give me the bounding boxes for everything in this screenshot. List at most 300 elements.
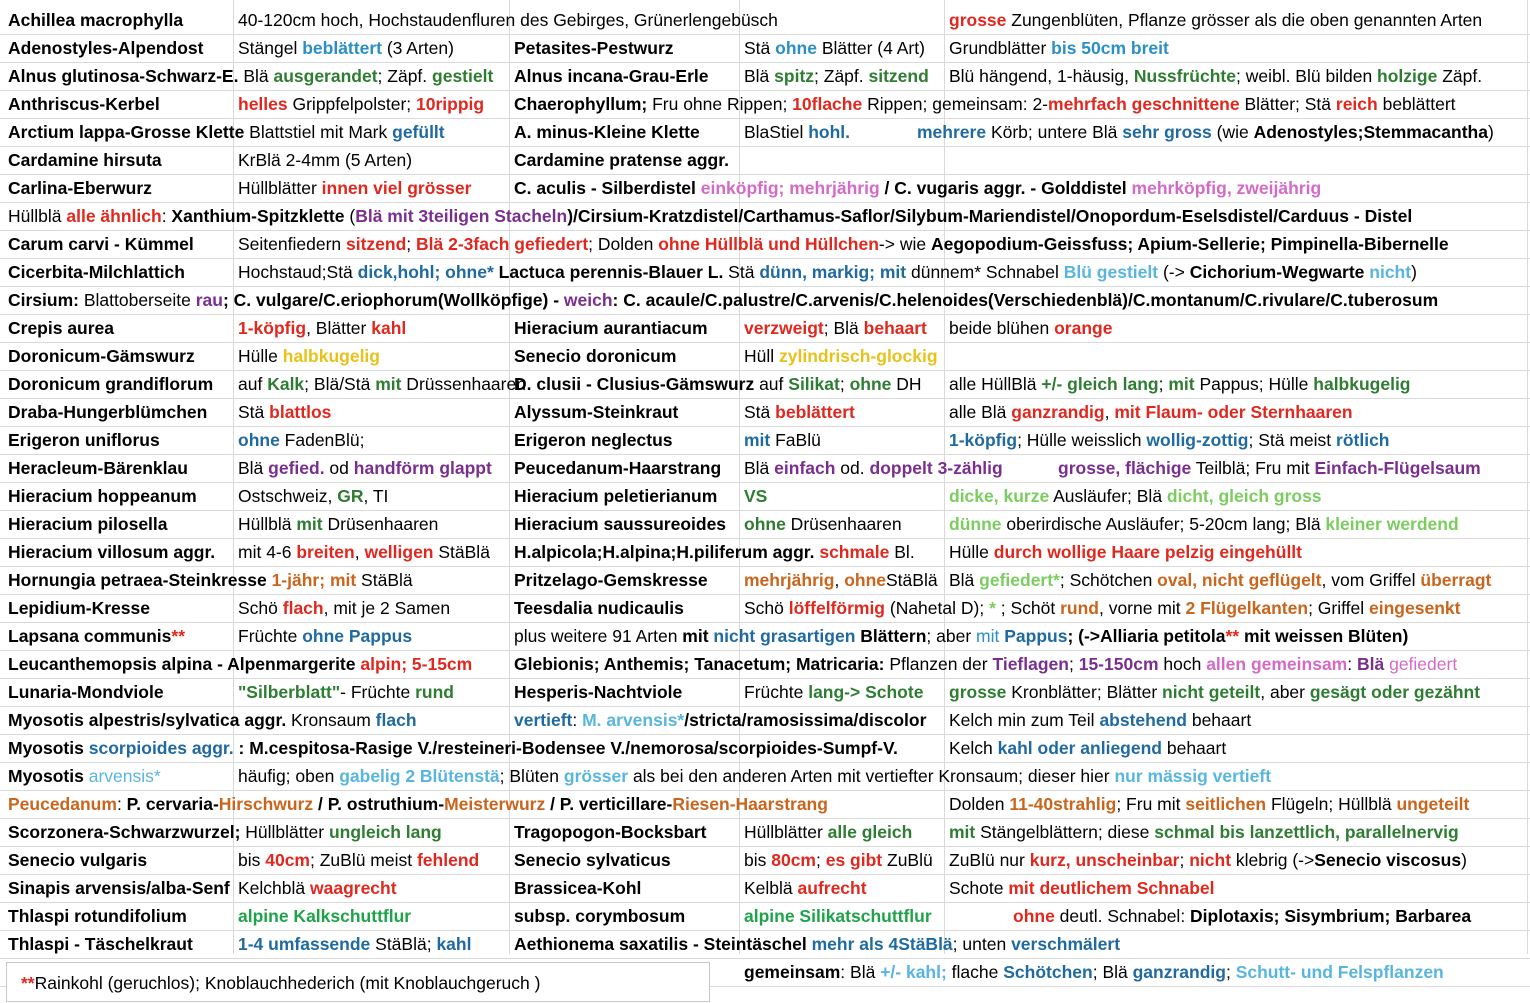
cell-text: StäBlä [356, 570, 413, 590]
cell-text: ; weibl. Blü bilden [1235, 66, 1378, 86]
table-cell[interactable] [514, 342, 739, 370]
cell-text: verschmälert [1011, 934, 1121, 954]
table-cell[interactable] [238, 398, 509, 426]
footnote-textbox[interactable] [6, 962, 710, 1002]
table-cell[interactable] [238, 678, 509, 706]
table-cell[interactable] [8, 482, 233, 510]
cell-text: bis [238, 850, 266, 870]
cell-text: Hüllblätter [238, 178, 322, 198]
cell-text: reich [1335, 94, 1378, 114]
table-cell[interactable] [514, 174, 1321, 202]
table-cell[interactable] [949, 818, 1529, 846]
cell-text: mit [296, 514, 323, 534]
note-text: ** [21, 973, 35, 993]
cell-text: grosse, flächige [1058, 458, 1192, 478]
cell-text: Hieracium hoppeanum [8, 486, 197, 506]
cell-text: , Blätter [306, 318, 372, 338]
cell-text: Crepis aurea [8, 318, 115, 338]
table-cell[interactable] [744, 678, 944, 706]
table-cell[interactable] [238, 258, 1417, 286]
cell-text: flach [282, 598, 324, 618]
cell-text: mit [744, 430, 771, 450]
table-cell[interactable] [514, 146, 739, 174]
cell-text: mit [976, 626, 1000, 646]
cell-text: oberirdische Ausläufer; 5-20cm lang; Blä [1001, 514, 1326, 534]
table-cell[interactable] [8, 202, 1412, 230]
cell-text: Riesen-Haarstrang [672, 794, 828, 814]
cell-text: handförm glappt [353, 458, 492, 478]
cell-text: : [116, 794, 127, 814]
cell-text: Hülle [949, 542, 994, 562]
cell-text: Hüll [744, 346, 780, 366]
cell-text: dicht, gleich gross [1166, 486, 1322, 506]
cell-text: aufrecht [797, 878, 867, 898]
cell-text: Alliaria petitola [1100, 626, 1226, 646]
cell-text: mit [949, 822, 976, 842]
cell-text: Früchte [238, 626, 303, 646]
table-cell[interactable] [744, 398, 944, 426]
table-cell[interactable] [1013, 902, 1528, 930]
table-cell[interactable] [238, 34, 509, 62]
table-cell[interactable] [744, 482, 944, 510]
table-cell[interactable] [514, 398, 739, 426]
table-row [0, 594, 1530, 623]
cell-text: (3 Arten) [381, 38, 454, 58]
table-cell[interactable] [8, 622, 233, 650]
table-cell[interactable] [744, 342, 944, 370]
table-cell[interactable] [238, 342, 509, 370]
cell-text: grosse [949, 10, 1007, 30]
cell-text: ; Schöt [995, 598, 1061, 618]
cell-text: M. arvensis* [582, 710, 685, 730]
table-row [0, 34, 1530, 63]
cell-text: Hüllblä [238, 514, 297, 534]
cell-text: , TI [363, 486, 389, 506]
cell-text: Nussfrüchte [1133, 66, 1236, 86]
table-cell[interactable] [8, 342, 233, 370]
table-cell[interactable] [949, 790, 1529, 818]
table-cell[interactable] [8, 118, 445, 146]
table-row [0, 90, 1530, 119]
cell-text: kahl oder anliegend [997, 738, 1162, 758]
cell-text: alle Blä [949, 402, 1012, 422]
table-cell[interactable] [949, 482, 1529, 510]
cell-text: plus weitere 91 Arten [514, 626, 683, 646]
cell-text: mehrköpfig, zweijährig [1131, 178, 1322, 198]
table-row [0, 398, 1530, 427]
cell-text: einfach [774, 458, 836, 478]
cell-text: : Blä [840, 962, 881, 982]
table-cell[interactable] [949, 370, 1529, 398]
table-cell[interactable] [238, 454, 509, 482]
cell-text: Teilblä; Fru mit [1191, 458, 1315, 478]
cell-text: Lactuca perennis-Blauer L. [498, 262, 724, 282]
table-cell[interactable] [8, 286, 1438, 314]
cell-text: oval, nicht geflügelt [1157, 570, 1322, 590]
cell-text: ** [1225, 626, 1240, 646]
table-cell[interactable] [238, 90, 509, 118]
table-cell[interactable] [238, 6, 778, 34]
cell-text: FadenBlü; [279, 430, 365, 450]
note-text: Rainkohl (geruchlos); Knoblauchhederich (mit Knoblauchgeruch ) [34, 973, 541, 993]
table-cell[interactable] [8, 146, 233, 174]
cell-text: holzige [1377, 66, 1438, 86]
cell-text: ohne [775, 38, 817, 58]
cell-text: ; Griffel [1308, 598, 1370, 618]
cell-text: alpine Silikatschuttflur [744, 906, 932, 926]
cell-text: nicht geteilt [1162, 682, 1261, 702]
cell-text: /stricta/ramosissima/discolor [684, 710, 927, 730]
cell-text: 1-köpfig [949, 430, 1018, 450]
cell-text: 1-jähr; [271, 570, 326, 590]
table-cell[interactable] [514, 454, 739, 482]
cell-text: ohne [744, 514, 786, 534]
cell-text: P. cervaria- [126, 794, 219, 814]
table-cell[interactable] [238, 174, 509, 202]
table-cell[interactable] [514, 566, 739, 594]
cell-text: nicht grasartigen [713, 626, 856, 646]
cell-text: Hieracium peletierianum [514, 486, 718, 506]
table-row [0, 622, 1530, 651]
table-row [0, 370, 1530, 399]
table-cell[interactable] [744, 874, 944, 902]
cell-text: einköpfig; mehrjährig [700, 178, 880, 198]
table-cell[interactable] [8, 314, 233, 342]
cell-text: Früchte [744, 682, 809, 702]
cell-text: Erigeron neglectus [514, 430, 673, 450]
table-cell[interactable] [238, 930, 509, 958]
cell-text: )/ [567, 206, 578, 226]
table-row [0, 6, 1530, 35]
table-cell[interactable] [514, 370, 922, 398]
table-cell[interactable] [949, 678, 1529, 706]
table-cell[interactable] [514, 62, 739, 90]
table-cell[interactable] [1058, 454, 1528, 482]
table-cell[interactable] [949, 62, 1529, 90]
cell-text: behaart [1186, 710, 1252, 730]
cell-text: Schö [238, 598, 283, 618]
table-cell[interactable] [514, 902, 739, 930]
table-cell[interactable] [514, 34, 739, 62]
table-cell[interactable] [8, 258, 233, 286]
cell-text: (-> [1158, 262, 1190, 282]
cell-text: rötlich [1336, 430, 1390, 450]
cell-text: flach [375, 710, 417, 730]
cell-text: Hirschwurz [218, 794, 314, 814]
table-cell[interactable] [8, 734, 898, 762]
cell-text: fehlend [416, 850, 480, 870]
table-cell[interactable] [744, 902, 944, 930]
cell-text: auf [754, 374, 789, 394]
cell-text: Zungenblüten, Pflanze grösser als die oben genannten Arten [1006, 10, 1483, 30]
cell-text: verzweigt [744, 318, 824, 338]
table-cell[interactable] [8, 846, 233, 874]
table-cell[interactable] [744, 594, 1460, 622]
cell-text: BlaStiel [744, 122, 809, 142]
cell-text: Senecio sylvaticus [514, 850, 671, 870]
cell-text: ; Zäpf. [814, 66, 869, 86]
cell-text: 15-150cm [1078, 654, 1159, 674]
table-cell[interactable] [238, 902, 509, 930]
cell-text: scorpioides aggr. [88, 738, 234, 758]
cell-text: ; Zäpf. [377, 66, 433, 86]
cell-text: sitzend [868, 66, 929, 86]
table-cell[interactable] [8, 230, 233, 258]
table-row [0, 678, 1530, 707]
table-cell[interactable] [514, 846, 739, 874]
cell-text: gefüllt [392, 122, 445, 142]
cell-text: DH [891, 374, 922, 394]
cell-text: mehrere [917, 122, 987, 142]
table-row [0, 202, 1530, 231]
table-cell[interactable] [8, 902, 233, 930]
table-cell[interactable] [514, 930, 1120, 958]
cell-text: Brassicea-Kohl [514, 878, 642, 898]
table-cell[interactable] [744, 566, 944, 594]
cell-text: -> wie [878, 234, 931, 254]
table-cell[interactable] [238, 482, 509, 510]
cell-text: 10rippig [416, 94, 485, 114]
table-row [0, 874, 1530, 903]
table-cell[interactable] [8, 566, 413, 594]
cell-text: mit deutlichem Schnabel [1008, 878, 1215, 898]
table-cell[interactable] [744, 454, 1003, 482]
table-cell[interactable] [8, 370, 233, 398]
table-cell[interactable] [949, 734, 1529, 762]
table-cell[interactable] [8, 650, 472, 678]
cell-text: gestielt [432, 66, 494, 86]
table-cell[interactable] [8, 62, 494, 90]
table-cell[interactable] [744, 426, 944, 454]
table-cell[interactable] [514, 678, 739, 706]
table-cell[interactable] [949, 426, 1529, 454]
cell-text: Scorzonera-Schwarzwurzel; [8, 822, 241, 842]
table-cell[interactable] [949, 6, 1529, 34]
table-cell[interactable] [744, 314, 944, 342]
cell-text: Ostschweiz, [238, 486, 338, 506]
cell-text: auf [238, 374, 268, 394]
table-cell[interactable] [744, 958, 1444, 986]
table-row [0, 790, 1530, 819]
table-cell[interactable] [238, 762, 1271, 790]
cell-text: als bei den anderen Arten mit vertiefter Kronsaum; dieser hier [628, 766, 1115, 786]
table-cell[interactable] [238, 146, 509, 174]
cell-text: Myosotis alpestris/sylvatica aggr. [8, 710, 287, 730]
table-cell[interactable] [8, 174, 233, 202]
cell-text: Kronsaum [286, 710, 376, 730]
table-cell[interactable] [8, 510, 233, 538]
cell-text: kleiner werdend [1325, 514, 1459, 534]
table-cell[interactable] [744, 34, 944, 62]
cell-text: Draba-Hungerblümchen [8, 402, 208, 422]
cell-text: ; aber [926, 626, 977, 646]
table-cell[interactable] [949, 398, 1529, 426]
cell-text: Thlaspi rotundifolium [8, 906, 187, 926]
table-cell[interactable] [8, 762, 233, 790]
table-row [0, 174, 1530, 203]
cell-text: deutl. Schnabel: [1054, 906, 1191, 926]
cell-text: dünne [949, 514, 1002, 534]
cell-text: od [324, 458, 354, 478]
table-row [0, 818, 1530, 847]
table-cell[interactable] [514, 594, 739, 622]
table-cell[interactable] [744, 62, 944, 90]
cell-text: dicke, kurze [949, 486, 1050, 506]
table-row [0, 454, 1530, 483]
cell-text: ohne Hüllblä und Hüllchen [658, 234, 879, 254]
cell-text: mit [682, 626, 709, 646]
table-cell[interactable] [514, 90, 1456, 118]
table-cell[interactable] [744, 846, 944, 874]
cell-text: : C. acaule/C.palustre/C.arvenis/C.helenoides(Verschiedenblä)/C.montanum/C.rivulare/C.tuberosum [612, 290, 1439, 310]
cell-text: ohne [238, 430, 280, 450]
cell-text: Pritzelago-Gemskresse [514, 570, 708, 590]
table-cell[interactable] [949, 846, 1529, 874]
table-cell[interactable] [514, 482, 739, 510]
cell-text: Kelch [949, 738, 998, 758]
cell-text: 40-120cm hoch, Hochstaudenfluren des Gebirges, Grünerlengebüsch [238, 10, 778, 30]
cell-text: ; (-> [1067, 626, 1101, 646]
cell-text: "Silberblatt" [238, 682, 341, 702]
cell-text: Blä [744, 66, 775, 86]
table-cell[interactable] [238, 538, 509, 566]
cell-text: Kelchblä [238, 878, 310, 898]
table-cell[interactable] [949, 314, 1529, 342]
cell-text: Kelch min zum Teil [949, 710, 1100, 730]
cell-text: Körb; untere Blä [986, 122, 1123, 142]
cell-text: flache [946, 962, 1004, 982]
table-cell[interactable] [238, 594, 509, 622]
table-cell[interactable] [514, 314, 739, 342]
cell-text: bis 50cm breit [1051, 38, 1169, 58]
table-cell[interactable] [514, 510, 739, 538]
table-cell[interactable] [514, 118, 739, 146]
cell-text: nicht [1369, 262, 1412, 282]
cell-text: Silikat [788, 374, 840, 394]
table-cell[interactable] [8, 454, 233, 482]
cell-text: Blätter (4 Art) [816, 38, 925, 58]
table-cell[interactable] [949, 510, 1529, 538]
cell-text: ; C. vulgare/C.eriophorum(Wollköpfige) - [222, 290, 564, 310]
table-cell[interactable] [8, 706, 417, 734]
cell-text: ( [344, 206, 356, 226]
table-cell[interactable] [238, 622, 509, 650]
table-cell[interactable] [8, 90, 233, 118]
table-cell[interactable] [744, 510, 944, 538]
cell-text: Kronblätter; Blätter [1006, 682, 1163, 702]
cell-text: breiten [296, 542, 355, 562]
table-cell[interactable] [514, 818, 739, 846]
table-cell[interactable] [8, 398, 233, 426]
cell-text: rund [1060, 598, 1099, 618]
cell-text: gabelig 2 Blütenstä [339, 766, 500, 786]
table-cell[interactable] [8, 818, 442, 846]
cell-text: 3-zählig [937, 458, 1003, 478]
table-cell[interactable] [949, 566, 1529, 594]
table-row [0, 650, 1530, 679]
table-cell[interactable] [514, 426, 739, 454]
cell-text: ganzrandig [1132, 962, 1226, 982]
cell-text: Kalk [267, 374, 305, 394]
cell-text: Anthriscus-Kerbel [8, 94, 160, 114]
cell-text: alpin; 5-15cm [360, 654, 473, 674]
table-cell[interactable] [8, 34, 233, 62]
cell-text: schmal bis lanzettlich, parallelnervig [1154, 822, 1459, 842]
table-cell[interactable] [8, 930, 233, 958]
cell-text: ; Hülle weisslich [1017, 430, 1147, 450]
cell-text: doppelt [869, 458, 933, 478]
table-cell[interactable] [8, 594, 233, 622]
table-cell[interactable] [744, 118, 944, 146]
cell-text: Flügeln; Hüllblä [1266, 794, 1397, 814]
cell-text: - Früchte [340, 682, 416, 702]
table-cell[interactable] [8, 790, 828, 818]
cell-text: GR [337, 486, 364, 506]
cell-text: mit Flaum- oder Sternhaaren [1114, 402, 1353, 422]
table-cell[interactable] [949, 874, 1529, 902]
table-cell[interactable] [8, 538, 233, 566]
cell-text: ** [171, 626, 186, 646]
cell-text: Blä [744, 458, 775, 478]
table-cell[interactable] [514, 706, 927, 734]
table-cell[interactable] [238, 874, 509, 902]
table-cell[interactable] [744, 818, 944, 846]
table-cell[interactable] [238, 510, 509, 538]
cell-text: Alyssum-Steinkraut [514, 402, 679, 422]
table-cell[interactable] [8, 6, 233, 34]
cell-text: , [1104, 402, 1115, 422]
table-cell[interactable] [514, 538, 915, 566]
cell-text: subsp. corymbosum [514, 906, 686, 926]
table-cell[interactable] [238, 426, 509, 454]
table-cell[interactable] [8, 874, 233, 902]
cell-text: durch wollige Haare pelzig eingehüllt [993, 542, 1302, 562]
cell-text: mehr als 4StäBlä [811, 934, 953, 954]
cell-text: Tieflagen [992, 654, 1069, 674]
table-cell[interactable] [238, 846, 509, 874]
cell-text: kahl [371, 318, 407, 338]
table-cell[interactable] [514, 622, 1408, 650]
cell-text: Schutt- und Felspflanzen [1235, 962, 1444, 982]
table-row [0, 566, 1530, 595]
table-cell[interactable] [917, 118, 1494, 146]
cell-text: blattlos [269, 402, 332, 422]
table-cell[interactable] [514, 650, 1457, 678]
table-cell[interactable] [238, 230, 1449, 258]
cell-text: ; Blä [1092, 962, 1133, 982]
cell-text: Hieracium aurantiacum [514, 318, 708, 338]
cell-text: beide blühen [949, 318, 1055, 338]
table-cell[interactable] [8, 426, 233, 454]
table-cell[interactable] [949, 706, 1529, 734]
cell-text: Zäpf. [1437, 66, 1483, 86]
table-cell[interactable] [514, 874, 739, 902]
table-cell[interactable] [238, 314, 509, 342]
cell-text: ohne [849, 374, 892, 394]
cell-text: Drüsenhaaren [785, 514, 902, 534]
cell-text: innen viel grösser [321, 178, 472, 198]
table-cell[interactable] [8, 678, 233, 706]
cell-text: ; [816, 850, 826, 870]
table-cell[interactable] [949, 538, 1529, 566]
cell-text: halbkugelig [1313, 374, 1411, 394]
cell-text: Hieracium saussureoides [514, 514, 727, 534]
cell-text: Meisterwurz [444, 794, 546, 814]
cell-text: orange [1054, 318, 1113, 338]
table-cell[interactable] [238, 370, 526, 398]
table-cell[interactable] [949, 34, 1529, 62]
cell-text: nicht [1189, 850, 1232, 870]
